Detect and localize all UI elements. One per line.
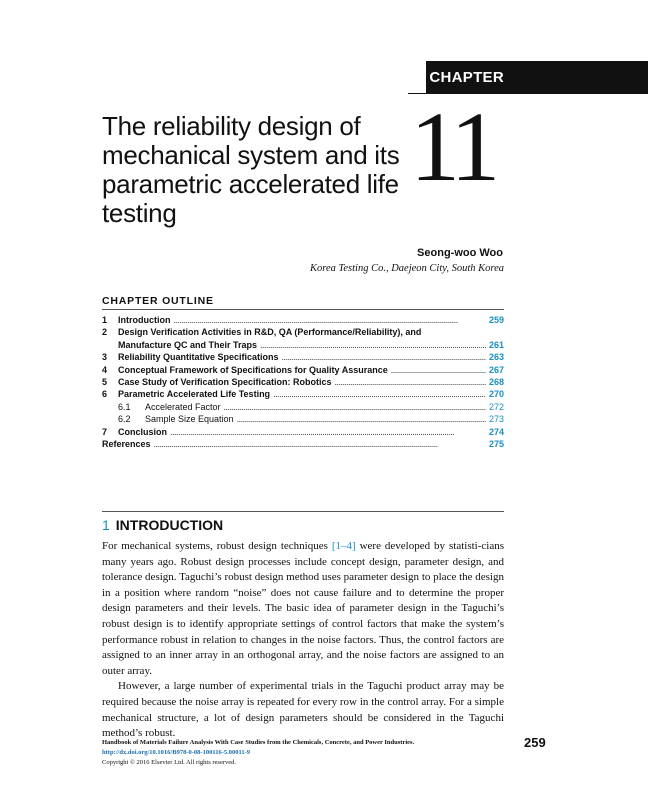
- toc-entry[interactable]: [102, 315, 504, 327]
- toc-leader: [260, 340, 486, 350]
- chapter-number: 11: [410, 91, 495, 202]
- toc-number: 3: [102, 352, 108, 363]
- toc-text: Introduction: [118, 315, 171, 325]
- table-of-contents: [102, 315, 504, 451]
- toc-number: 2: [102, 327, 108, 338]
- toc-entry[interactable]: [102, 352, 504, 364]
- toc-text: Accelerated Factor: [145, 401, 221, 412]
- page-number: 259: [524, 735, 546, 750]
- toc-number: 6.2: [118, 414, 131, 425]
- outline-heading: CHAPTER OUTLINE: [102, 295, 214, 307]
- author-affiliation: Korea Testing Co., Daejeon City, South Korea: [310, 263, 504, 274]
- toc-entry[interactable]: [102, 340, 504, 352]
- chapter-label: CHAPTER: [429, 68, 504, 86]
- toc-entry[interactable]: [102, 327, 504, 339]
- toc-number: 4: [102, 364, 108, 375]
- toc-leader: [174, 315, 486, 325]
- toc-number: 5: [102, 376, 108, 387]
- toc-text: Case Study of Verification Specification: Robotics: [118, 376, 332, 387]
- section-heading: [102, 517, 223, 533]
- toc-text: Conceptual Framework of Specifications for Quality Assurance: [118, 364, 388, 375]
- toc-text: References: [102, 438, 151, 449]
- toc-leader: [273, 389, 486, 399]
- paragraph-text: For mechanical systems, robust design techniques: [102, 540, 332, 552]
- toc-entry[interactable]: [102, 389, 504, 401]
- chapter-title: The reliability design of mechanical system and its parametric accelerated life testing: [102, 111, 400, 228]
- toc-entry[interactable]: [102, 427, 504, 439]
- body-text: [102, 539, 504, 742]
- toc-page-link[interactable]: 275: [488, 438, 504, 449]
- toc-text: Parametric Accelerated Life Testing: [118, 389, 271, 400]
- paragraph-text: were developed by statisti-cians many years ago. Robust design processes include concept design, parameter design, and tolerance design. Taguchi’s robust design method uses parameter design to place the design in a position where random “noise” does not cause failure and to determine the proper design parameters and their levels. The basic idea of parameter design in the Taguchi’s robust design is to identify appropriate settings of control factors that make the system’s performance robust in relation to changes in the noise factors. Thus, the control factors are assigned to an inner array in an orthogonal array, and the noise factors are assigned to an outer array.: [102, 540, 504, 677]
- citation-link[interactable]: [1–4]: [331, 540, 356, 552]
- toc-page-link[interactable]: 274: [488, 426, 504, 437]
- toc-subentry[interactable]: [102, 414, 504, 426]
- toc-leader: [154, 439, 486, 449]
- toc-leader: [282, 352, 486, 362]
- toc-text: Conclusion: [118, 426, 167, 437]
- toc-number: 6: [102, 389, 108, 400]
- author-name: Seong-woo Woo: [417, 247, 503, 259]
- paragraph: However, a large number of experimental trials in the Taguchi product array may be required because the noise array is repeated for every row in the control array. For a simple mechanical structure, a lot of design parameters should be considered in the Taguchi method’s robust.: [102, 680, 504, 740]
- toc-number: 1: [102, 315, 108, 325]
- toc-text: Manufacture QC and Their Traps: [118, 339, 258, 350]
- toc-page-link[interactable]: 268: [488, 376, 504, 387]
- outline-rule: [102, 309, 504, 310]
- toc-text: Reliability Quantitative Specifications: [118, 352, 279, 363]
- page-footer: [102, 738, 414, 768]
- section-rule: [102, 511, 504, 512]
- toc-leader: [237, 414, 486, 424]
- chapter-label-bar: [426, 61, 648, 93]
- toc-entry[interactable]: [102, 377, 504, 389]
- toc-subentry[interactable]: [102, 402, 504, 414]
- toc-leader: [224, 402, 486, 412]
- section-number: 1: [102, 517, 110, 533]
- toc-number: 6.1: [118, 401, 131, 412]
- section-title: INTRODUCTION: [115, 517, 224, 533]
- toc-page-link[interactable]: 270: [488, 389, 504, 400]
- toc-text: Design Verification Activities in R&D, QA (Performance/Reliability), and: [118, 327, 422, 338]
- toc-text: Sample Size Equation: [145, 414, 234, 425]
- toc-page-link[interactable]: 261: [488, 339, 504, 350]
- toc-page-link[interactable]: 259: [488, 315, 504, 325]
- toc-entry[interactable]: [102, 365, 504, 377]
- book-title: Handbook of Materials Failure Analysis With Case Studies from the Chemicals, Concrete, and Power Industries.: [102, 739, 415, 746]
- doi-link[interactable]: http://dx.doi.org/10.1016/B978-0-08-100116-5.00011-9: [102, 749, 251, 756]
- toc-number: 7: [102, 426, 108, 437]
- toc-leader: [391, 365, 486, 375]
- toc-page-link[interactable]: 273: [488, 414, 504, 425]
- toc-leader: [335, 377, 486, 387]
- toc-leader: [170, 427, 486, 437]
- toc-page-link[interactable]: 263: [488, 352, 504, 363]
- copyright: Copyright © 2016 Elsevier Ltd. All rights reserved.: [102, 759, 237, 766]
- toc-page-link[interactable]: 267: [488, 364, 504, 375]
- toc-entry[interactable]: [102, 439, 504, 451]
- toc-page-link[interactable]: 272: [488, 401, 504, 412]
- paragraph: [102, 539, 504, 679]
